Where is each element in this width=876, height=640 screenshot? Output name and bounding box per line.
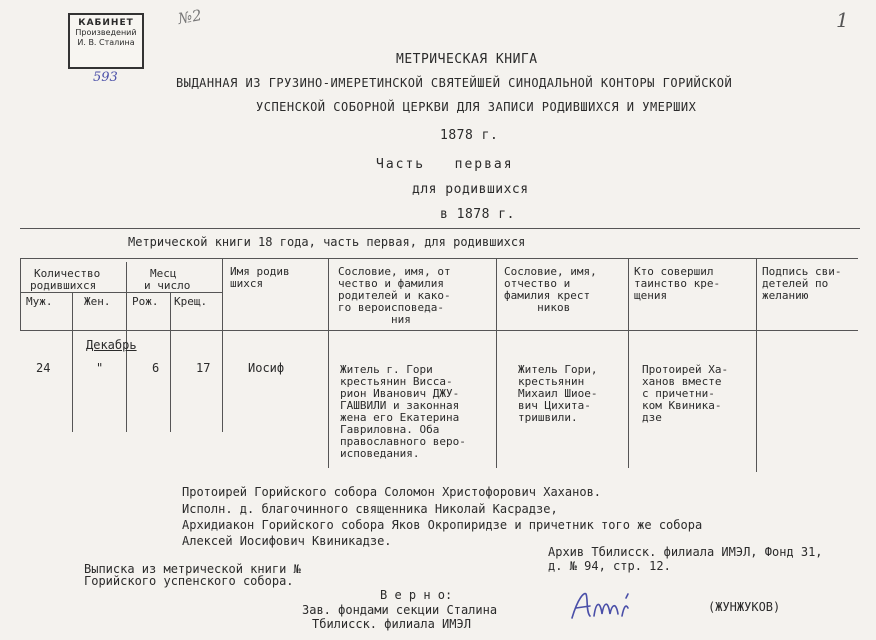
header-year: 1878 г. xyxy=(440,128,499,143)
row-parents: Житель г. Гори крестьянин Висса- рион Иванович ДЖУ- ГАШВИЛИ и законная жена его Екатерина Гавриловна. Оба православного веро- исповедания. xyxy=(340,363,466,460)
month-december: Декабрь xyxy=(86,338,137,352)
header-in-year: в 1878 г. xyxy=(440,207,515,222)
col-border-3 xyxy=(170,292,171,432)
row-godparents: Житель Гори, крестьянин Михаил Шиое- вич Цихита- тришвили. xyxy=(518,363,598,424)
handwritten-signature xyxy=(568,588,638,624)
col-count-label-1: Количество xyxy=(34,267,101,280)
header-bottom-rule xyxy=(20,330,858,331)
col-baptism: Крещ. xyxy=(174,295,208,308)
col-border-5 xyxy=(328,258,329,468)
header-line-3: УСПЕНСКОЙ СОБОРНОЙ ЦЕРКВИ ДЛЯ ЗАПИСИ РОДИВШИХСЯ И УМЕРШИХ xyxy=(256,100,697,114)
col-month-label-2: и число xyxy=(144,279,191,292)
header-top-rule xyxy=(20,258,858,259)
col-male: Муж. xyxy=(26,295,53,308)
col-godparents: Сословие, имя, отчество и фамилия крест ников xyxy=(504,265,597,314)
row-male: 24 xyxy=(36,361,51,375)
col-birth: Рож. xyxy=(132,295,159,308)
extract-line-1: Выписка из метрической книги № xyxy=(84,562,301,576)
row-performer: Протоирей Ха- ханов вместе с причетни- ком Квиника- дзе xyxy=(642,363,729,424)
stamp-line-2: Произведений xyxy=(75,28,137,37)
archive-line-2: д. № 94, стр. 12. xyxy=(548,559,671,573)
stamp-line-3: И. В. Сталина xyxy=(77,38,135,47)
col-female: Жен. xyxy=(84,295,111,308)
col-witnesses: Подпись сви- детелей по желанию xyxy=(762,265,842,302)
table-top-rule xyxy=(20,228,860,229)
table-title: Метрической книги 18 года, часть первая, для родившихся xyxy=(128,235,526,249)
page-number: 1 xyxy=(836,8,849,32)
col-border-0 xyxy=(20,258,21,330)
row-birth: 6 xyxy=(152,361,160,375)
archive-line-1: Архив Тбилисск. филиала ИМЭЛ, Фонд 31, xyxy=(548,545,823,559)
signature-line-4: Алексей Иосифович Квиникадзе. xyxy=(182,534,392,548)
head-line-2: Тбилисск. филиала ИМЭЛ xyxy=(312,617,471,631)
head-line-1: Зав. фондами секции Сталина xyxy=(302,603,498,617)
extract-line-2: Горийского успенского собора. xyxy=(84,574,294,588)
verno-label: В е р н о: xyxy=(380,588,453,602)
col-name: Имя родив шихся xyxy=(230,265,290,290)
stamp-line-1: КАБИНЕТ xyxy=(78,18,134,28)
month-sub-rule xyxy=(126,292,222,293)
signature-line-1: Протоирей Горийского собора Соломон Христофорович Хаханов. xyxy=(182,485,602,499)
col-border-6 xyxy=(496,258,497,468)
col-border-8 xyxy=(756,258,757,472)
handwritten-number-top: №2 xyxy=(176,6,204,28)
header-for-born: для родившихся xyxy=(412,182,529,197)
surname-label: (ЖУНЖУКОВ) xyxy=(708,600,781,614)
col-month-label-1: Месц xyxy=(150,267,177,280)
col-border-4 xyxy=(222,258,223,432)
col-parents: Сословие, имя, от чество и фамилия родителей и како- го вероисповеда- ния xyxy=(338,265,451,326)
count-sub-rule xyxy=(20,292,126,293)
signature-line-3: Архидиакон Горийского собора Яков Окропиридзе и причетник того же собора xyxy=(182,518,703,532)
cabinet-stamp xyxy=(68,13,144,69)
document-title: МЕТРИЧЕСКАЯ КНИГА xyxy=(396,52,538,67)
archive-number: 593 xyxy=(93,70,118,85)
signature-line-2: Исполн. д. благочинного священника Николай Касрадзе, xyxy=(182,502,558,516)
col-performer: Кто совершил таинство кре- щения xyxy=(634,265,721,302)
col-count-label-2: родившихся xyxy=(30,279,97,292)
row-baptism: 17 xyxy=(196,361,211,375)
col-border-1 xyxy=(72,292,73,432)
row-name: Иосиф xyxy=(248,361,285,375)
col-border-7 xyxy=(628,258,629,468)
header-part: Часть первая xyxy=(376,157,514,172)
row-female: " xyxy=(96,361,104,375)
header-line-2: ВЫДАННАЯ ИЗ ГРУЗИНО-ИМЕРЕТИНСКОЙ СВЯТЕЙШЕЙ СИНОДАЛЬНОЙ КОНТОРЫ ГОРИЙСКОЙ xyxy=(176,76,733,90)
